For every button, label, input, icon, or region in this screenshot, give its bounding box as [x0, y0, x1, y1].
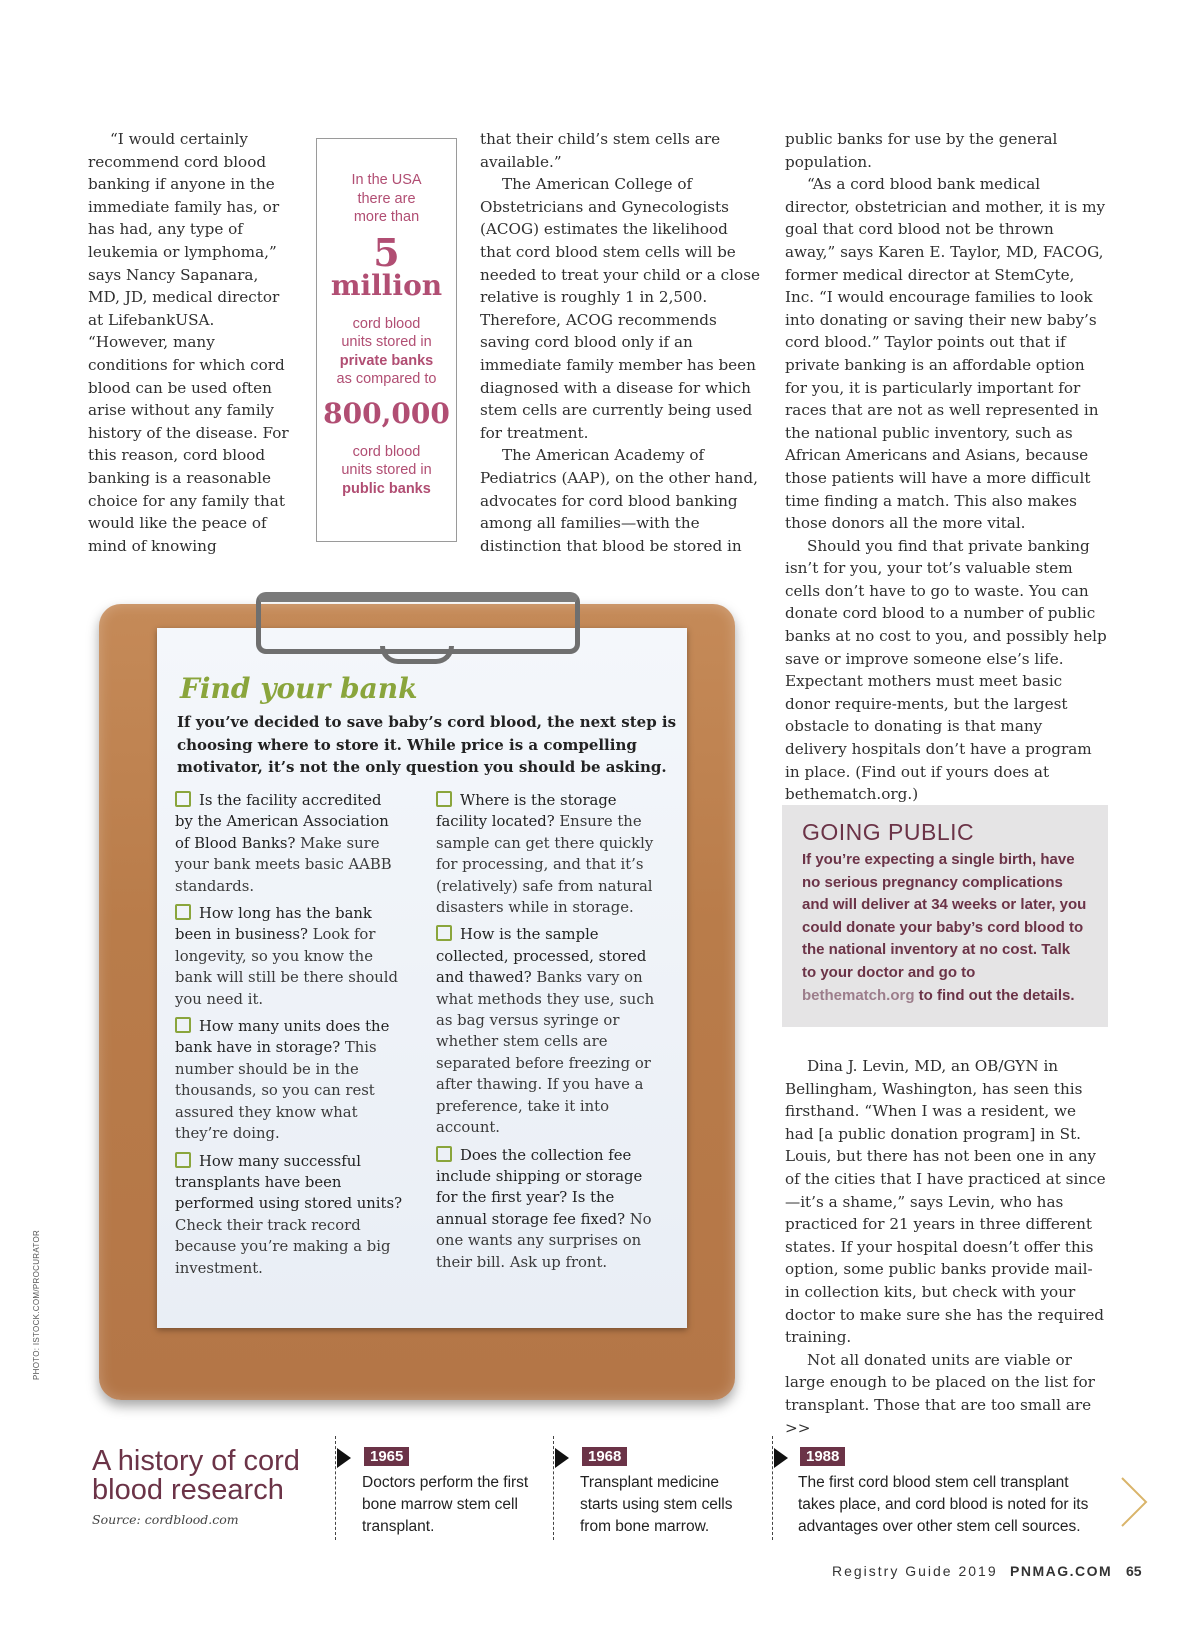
- stat-intro-line: there are: [357, 190, 416, 207]
- find-bank-intro: If you’ve decided to save baby’s cord blood, the next step is choosing where to store it. While price is a compelling motivator, it’s not the only question you should be asking.: [177, 713, 677, 776]
- timeline-event: The first cord blood stem cell transplant takes place, and cord blood is noted for its advantages over other stem cell sources.: [798, 1474, 1089, 1535]
- article-paragraph: The American Academy of Pediatrics (AAP), on the other hand, advocates for cord blood banking among all families—with the distinction that blood be stored in: [480, 446, 758, 555]
- checkbox-icon: [175, 904, 191, 920]
- find-bank-title: Find your bank: [180, 672, 418, 705]
- stat-big-number: 5: [373, 229, 400, 275]
- checklist-answer: This number should be in the thousands, so you can rest assured they know what they’re doing.: [175, 1039, 377, 1143]
- checklist-question: Does the collection fee include shipping or storage for the first year? Is the annual storage fee fixed?: [436, 1146, 643, 1228]
- stat-desc-line: cord blood: [352, 315, 421, 332]
- timeline-year: 1968: [582, 1447, 627, 1466]
- footer-site: PNMAG.COM: [1010, 1563, 1113, 1579]
- timeline-divider: [553, 1436, 554, 1540]
- going-public-box: [782, 805, 1108, 1027]
- checklist-question: How long has the bank been in business?: [175, 905, 372, 944]
- checklist-item: [175, 1151, 403, 1279]
- going-public-body: If you’re expecting a single birth, have no serious pregnancy complications and will deliver at 34 weeks or later, you could donate your baby’s cord blood to the national inventory at no cost. Talk to your doctor and go to: [802, 851, 1087, 981]
- article-paragraph: Dina J. Levin, MD, an OB/GYN in Bellingham, Washington, has seen this firsthand. “When I was a resident, we had [a public donation program] in St. Louis, but there has not been one in any of the cities that I have practiced at since—it’s a shame,” says Levin, who has practiced for 21 years in three different states. If your hospital doesn’t offer this option, some public banks provide mail-in collection kits, but check with your doctor to make sure she has the required training.: [785, 1057, 1106, 1347]
- checklist-question: How many units does the bank have in storage?: [175, 1018, 390, 1057]
- checklist-item: [175, 1016, 403, 1144]
- going-public-title: GOING PUBLIC: [802, 819, 975, 845]
- article-paragraph: “I would certainly recommend cord blood banking if anyone in the immediate family has, or has had, any type of leukemia or lymphoma,” says Nancy Sapanara, MD, JD, medical director at LifebankUSA. “However, many conditions for which cord blood can be used often arise without any family history of the disease. For this reason, cord blood banking is a reasonable choice for any family that would like the peace of mind of knowing: [88, 130, 289, 555]
- article-paragraph: The American College of Obstetricians and Gynecologists (ACOG) estimates the likelihood that cord blood stem cells will be needed to treat your child or a close relative is roughly 1 in 2,500. Therefore, ACOG recommends saving cord blood only if an immediate family member has been diagnosed with a disease for which stem cells are currently being used for treatment.: [480, 175, 760, 442]
- checkbox-icon: [436, 1146, 452, 1162]
- checklist-answer: No one wants any surprises on their bill. Ask up front.: [436, 1210, 652, 1271]
- timeline-arrow-icon: [774, 1448, 788, 1468]
- bethematch-link[interactable]: bethematch.org: [802, 986, 915, 1004]
- checklist-item: [175, 903, 403, 1010]
- timeline-event: Transplant medicine starts using stem cells from bone marrow.: [580, 1474, 733, 1535]
- checkbox-icon: [436, 925, 452, 941]
- checkbox-icon: [436, 791, 452, 807]
- going-public-text: [802, 849, 1088, 1007]
- checklist-item: [175, 790, 403, 897]
- history-title: [92, 1447, 300, 1505]
- checklist-right: [436, 790, 668, 1279]
- checklist-answer: Make sure your bank meets basic AABB standards.: [175, 834, 392, 895]
- stat-public-desc: [317, 443, 456, 499]
- checklist-question: Where is the storage facility located?: [436, 792, 617, 831]
- checklist-question: Is the facility accredited by the American Association of Blood Banks?: [175, 792, 389, 852]
- timeline-year: 1965: [364, 1447, 409, 1466]
- continue-chevron-icon: [1118, 1474, 1152, 1530]
- article-column-2: [480, 128, 762, 557]
- stat-public-label: public banks: [342, 480, 431, 497]
- history-source: Source: cordblood.com: [92, 1512, 239, 1527]
- history-title-line: A history of cord: [92, 1445, 300, 1477]
- checklist-answer: Look for longevity, so you know the bank will still be there should you need it.: [175, 926, 398, 1008]
- checkbox-icon: [175, 791, 191, 807]
- checklist-left: [175, 790, 403, 1285]
- history-title-line: blood research: [92, 1474, 284, 1506]
- checkbox-icon: [175, 1152, 191, 1168]
- checkbox-icon: [175, 1017, 191, 1033]
- checklist-question: How is the sample collected, processed, stored and thawed?: [436, 926, 647, 987]
- article-paragraph: public banks for use by the general population.: [785, 130, 1058, 171]
- stat-desc-line: units stored in: [341, 334, 432, 350]
- photo-credit: PHOTO: ISTOCK.COM/PROCURATOR: [32, 1229, 41, 1380]
- footer-page-number: 65: [1126, 1563, 1142, 1579]
- timeline-divider: [772, 1436, 773, 1540]
- stat-box: [316, 138, 457, 542]
- checklist-question: How many successful transplants have been performed using stored units?: [175, 1152, 403, 1213]
- article-column-3: [785, 128, 1107, 806]
- checklist-answer: Banks vary on what methods they use, such as bag versus syringe or whether stem cells are separated before freezing or after thawing. If you have a preference, take it into account.: [436, 969, 655, 1137]
- checklist-item: [436, 1145, 668, 1273]
- stat-desc-line: units stored in: [341, 462, 432, 478]
- stat-private-label: private banks: [339, 352, 434, 369]
- checklist-item: [436, 924, 668, 1138]
- article-column-3-continued: [785, 1055, 1107, 1439]
- clipboard-clip-icon: [256, 592, 580, 654]
- checklist-item: [436, 790, 668, 918]
- checklist-answer: Check their track record because you’re making a big investment.: [175, 1216, 391, 1277]
- article-paragraph: “As a cord blood bank medical director, obstetrician and mother, it is my goal that cord blood not be thrown away,” says Karen E. Taylor, MD, FACOG, former medical director at StemCyte, Inc. “I would encourage families to look into donating or saving their new baby’s cord blood.” Taylor points out that if private banking is an affordable option for you, it is particularly important for races that are not as well represented in the national public inventory, such as African Americans and Asians, because those patients will have a more difficult time finding a match. This also makes those donors all the more vital.: [785, 175, 1106, 533]
- footer-guide: Registry Guide 2019: [832, 1563, 998, 1579]
- article-paragraph: Not all donated units are viable or large enough to be placed on the list for transplant. Those that are too small are >>: [785, 1350, 1095, 1437]
- stat-intro-line: In the USA: [351, 172, 422, 188]
- stat-intro: [317, 171, 456, 227]
- stat-desc-line: cord blood: [352, 443, 421, 460]
- timeline-arrow-icon: [337, 1448, 351, 1468]
- article-column-1: [88, 128, 294, 557]
- timeline-arrow-icon: [555, 1448, 569, 1468]
- timeline-year: 1988: [800, 1447, 845, 1466]
- clipboard-ring-icon: [380, 646, 454, 664]
- stat-private-desc: [317, 315, 456, 389]
- stat-compare: as compared to: [336, 371, 437, 387]
- stat-intro-line: more than: [353, 209, 420, 225]
- article-paragraph: Should you find that private banking isn’t for you, your tot’s valuable stem cells don’t have to go to waste. You can donate cord blood to a number of public banks at no cost to you, and possibly help save or improve someone else’s life. Expectant mothers must meet basic donor require-ments, but the largest obstacle to donating is that many delivery hospitals don’t have a program in place. (Find out if yours does at bethematch.org.): [785, 536, 1107, 804]
- stat-big-unit: million: [330, 268, 443, 302]
- timeline-event: Doctors perform the first bone marrow stem cell transplant.: [362, 1474, 529, 1535]
- timeline-divider: [335, 1436, 336, 1540]
- stat-public-number: 800,000: [323, 396, 450, 430]
- checklist-answer: Ensure the sample can get there quickly for processing, and that it’s (relatively) safe from natural disasters while in storage.: [436, 813, 654, 917]
- article-paragraph: that their child’s stem cells are available.”: [480, 130, 721, 171]
- going-public-body-end: to find out the details.: [914, 986, 1075, 1004]
